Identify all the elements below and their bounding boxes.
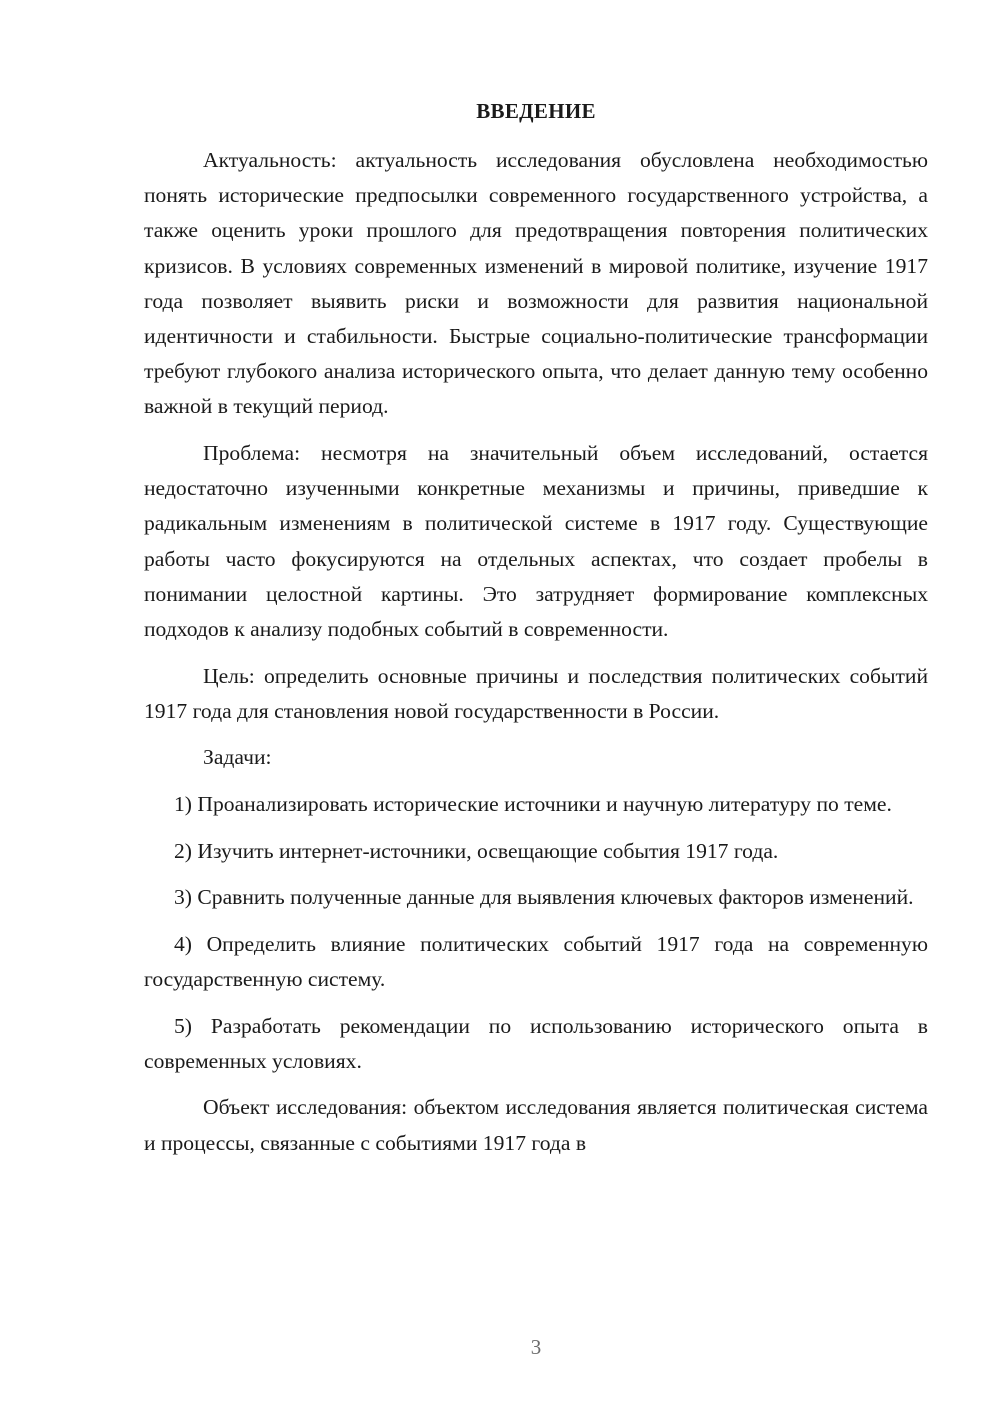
task-item: 1) Проанализировать исторические источники и научную литературу по теме. [174, 792, 892, 817]
section-heading: ВВЕДЕНИЕ [476, 99, 596, 123]
page-number: 3 [530, 1335, 542, 1359]
task-item: 5) Разработать рекомендации по использованию исторического опыта в современных условиях. [144, 1013, 928, 1073]
body-text [144, 143, 928, 1172]
paragraph-relevance: Актуальность: актуальность исследования обусловлена необходимостью понять исторические предпосылки современного государственного устройства, а также оценить уроки прошлого для предотвращения повторения политических кризисов. В условиях современных изменений в мировой политике, изучение 1917 года позволяет выявить риски и возможности для развития национальной идентичности и стабильности. Быстрые социально-политические трансформации требуют глубокого анализа исторического опыта, что делает данную тему особенно важной в текущий период. [144, 148, 928, 419]
task-item: 2) Изучить интернет-источники, освещающие события 1917 года. [174, 838, 779, 863]
paragraph-goal: Цель: определить основные причины и последствия политических событий 1917 года для становления новой государственности в России. [144, 663, 928, 723]
tasks-label: Задачи: [203, 745, 272, 770]
task-item: 4) Определить влияние политических событий 1917 года на современную государственную систему. [144, 931, 928, 991]
paragraph-problem: Проблема: несмотря на значительный объем исследований, остается недостаточно изученными конкретные механизмы и причины, приведшие к радикальным изменениям в политической системе в 1917 году. Существующие работы часто фокусируются на отдельных аспектах, что создает пробелы в понимании целостной картины. Это затрудняет формирование комплексных подходов к анализу подобных событий в современности. [144, 441, 928, 642]
document-page [144, 0, 928, 1414]
task-item: 3) Сравнить полученные данные для выявления ключевых факторов изменений. [174, 885, 914, 910]
paragraph-object: Объект исследования: объектом исследования является политическая система и процессы, связанные с событиями 1917 года в [144, 1095, 928, 1155]
